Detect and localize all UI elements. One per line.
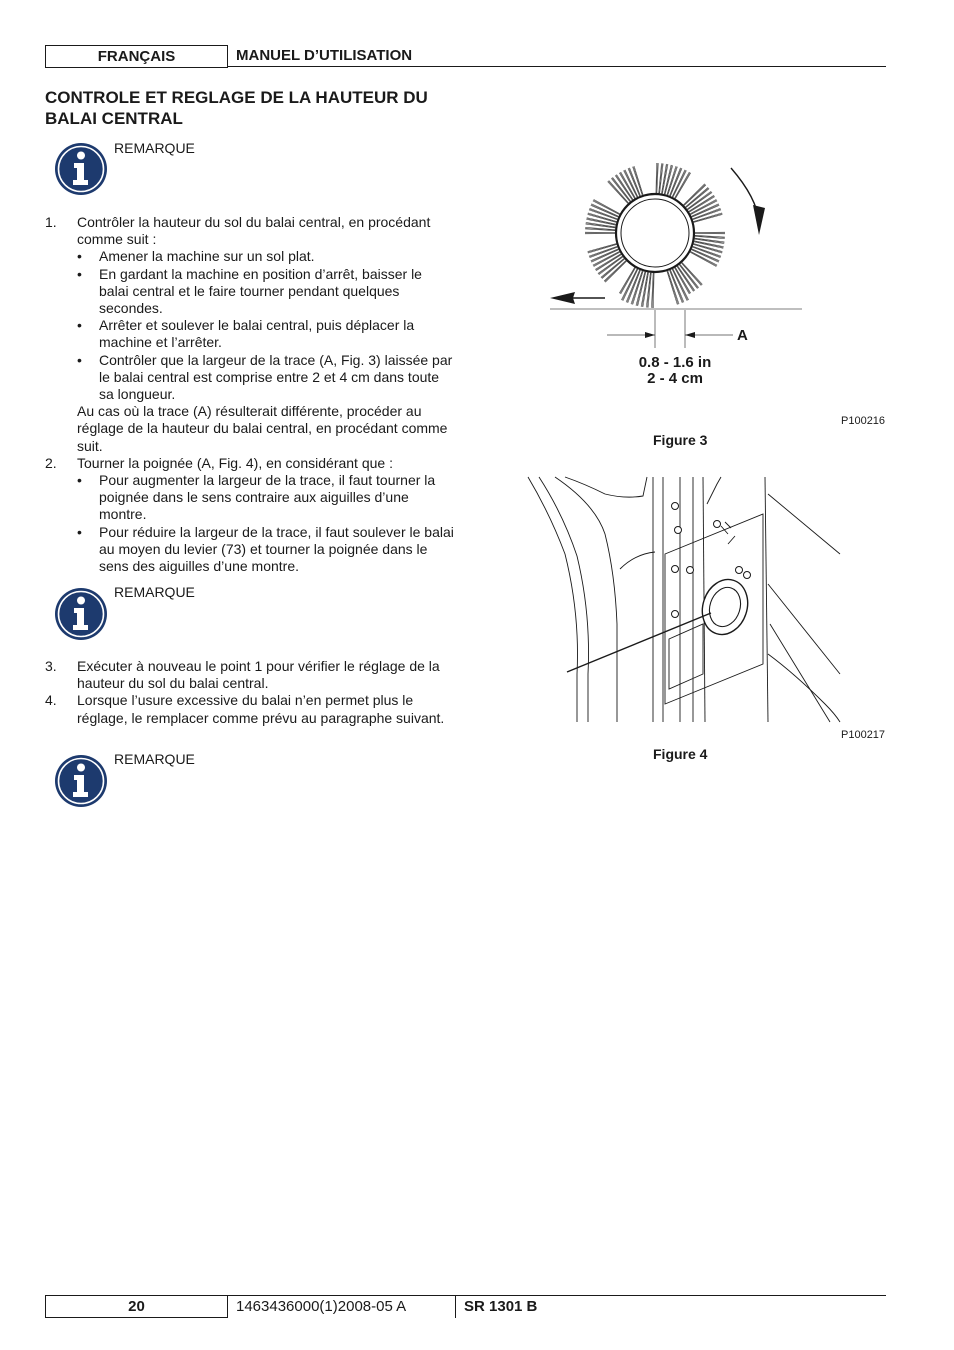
page-number: 20 — [45, 1295, 228, 1318]
note-label: REMARQUE — [114, 140, 195, 156]
figure4-code: P100217 — [841, 729, 886, 741]
info-icon — [52, 141, 112, 197]
rotation-arrow-head — [753, 205, 765, 235]
step-text: Tourner la poignée (A, Fig. 4), en considérant que : — [77, 454, 393, 471]
dimension-inches: 0.8 - 1.6 in — [638, 354, 712, 371]
bullet-item: • Amener la machine sur un sol plat. — [77, 248, 455, 265]
page-header — [45, 45, 886, 67]
machine-handle-diagram — [525, 474, 845, 726]
header-manual-title: MANUEL D’UTILISATION — [236, 47, 413, 64]
figure3-code: P100216 — [841, 415, 886, 427]
info-icon — [52, 586, 112, 642]
dimension-label-a: A — [737, 327, 748, 344]
section-title: CONTROLE ET REGLAGE DE LA HAUTEUR DU BALAI CENTRAL — [45, 88, 428, 128]
info-icon — [52, 753, 112, 809]
machine-body-curve — [528, 477, 578, 722]
bullet-item: • Contrôler que la largeur de la trace (A, Fig. 3) laissée par le balai central est comprise entre 2 et 4 cm dans toute sa longueur. — [77, 352, 455, 404]
step-text: Exécuter à nouveau le point 1 pour vérifier le réglage de la hauteur du sol du balai central. — [77, 658, 440, 692]
bullet-item: • Pour augmenter la largeur de la trace, il faut tourner la poignée dans le sens contraire aux aiguilles d’une montre. — [77, 472, 455, 524]
figure4-caption: Figure 4 — [653, 746, 708, 762]
direction-arrow-head — [550, 292, 575, 304]
steps-list-b — [45, 658, 455, 727]
step-number: 4. — [45, 692, 57, 709]
header-rule — [228, 66, 886, 67]
dimension-arrow-left — [645, 332, 655, 338]
bullet-item: • Pour réduire la largeur de la trace, il faut soulever le balai au moyen du levier (73) et tourner la poignée dans le sens des aiguilles d’une montre. — [77, 524, 455, 576]
step-item — [45, 658, 455, 692]
dimension-cm: 2 - 4 cm — [647, 370, 703, 387]
step-item — [45, 214, 455, 455]
model-name: SR 1301 B — [464, 1298, 538, 1315]
document-code: 1463436000(1)2008-05 A — [236, 1298, 407, 1315]
figure3-caption: Figure 3 — [653, 432, 708, 448]
step-number: 2. — [45, 454, 57, 471]
note-label: REMARQUE — [114, 751, 195, 767]
bullet-item: • Arrêter et soulever le balai central, puis déplacer la machine et l’arrêter. — [77, 317, 455, 351]
steps-list-a — [45, 214, 455, 575]
label-plate — [669, 624, 703, 689]
dimension-arrow-right — [685, 332, 695, 338]
step-text: Contrôler la hauteur du sol du balai central, en procédant comme suit : — [77, 214, 431, 248]
step-item — [45, 455, 455, 575]
bullet-item: • En gardant la machine en position d’arrêt, baisser le balai central et le faire tourner pendant quelques secondes. — [77, 266, 455, 318]
step-text: Lorsque l’usure excessive du balai n’en permet plus le réglage, le remplacer comme prévu au paragraphe suivant. — [77, 692, 445, 726]
step-number: 3. — [45, 658, 57, 674]
step-item — [45, 692, 455, 726]
header-language: FRANÇAIS — [45, 45, 228, 68]
note-label: REMARQUE — [114, 584, 195, 600]
step-followup-text: Au cas où la trace (A) résulterait différente, procéder au réglage de la hauteur du balai central, en procédant comme suit. — [77, 403, 448, 454]
brush-core-inner — [621, 199, 689, 267]
page-footer — [45, 1295, 886, 1319]
brush-diagram — [545, 150, 810, 390]
footer-separator — [455, 1295, 456, 1318]
step-number: 1. — [45, 214, 57, 230]
